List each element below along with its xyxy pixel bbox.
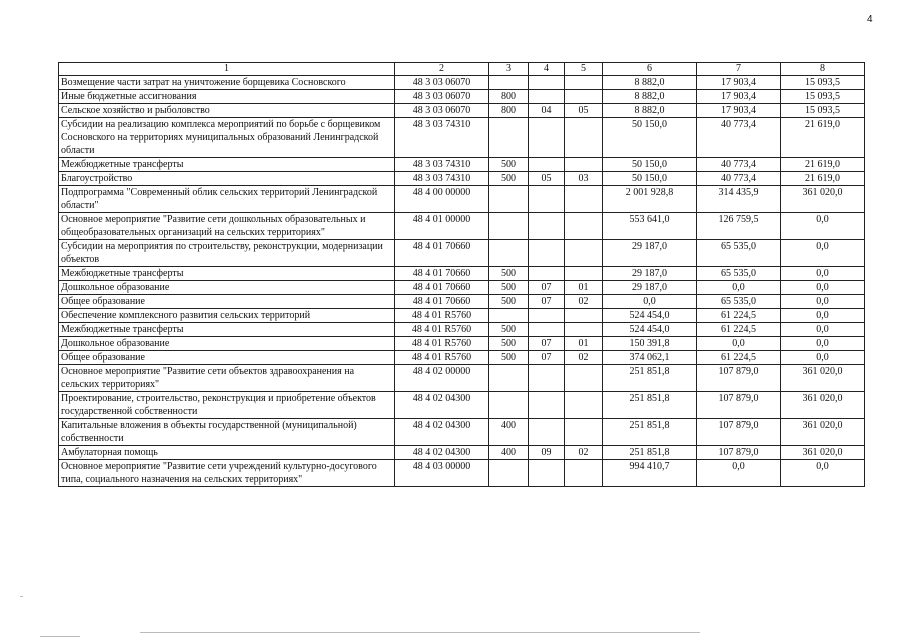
- row-value-7: 107 879,0: [697, 365, 781, 392]
- row-value-8: 361 020,0: [781, 419, 865, 446]
- row-col5: 01: [565, 281, 603, 295]
- row-col5: [565, 419, 603, 446]
- row-value-8: 0,0: [781, 213, 865, 240]
- table-row: [59, 118, 865, 158]
- row-name: Межбюджетные трансферты: [59, 158, 395, 172]
- row-code: 48 3 03 06070: [395, 76, 489, 90]
- row-value-7: 40 773,4: [697, 172, 781, 186]
- row-col4: 07: [529, 337, 565, 351]
- column-header-8: 8: [781, 63, 865, 76]
- table-row: [59, 351, 865, 365]
- row-value-6: 29 187,0: [603, 267, 697, 281]
- table-row: [59, 76, 865, 90]
- row-value-7: 107 879,0: [697, 446, 781, 460]
- row-col3: [489, 365, 529, 392]
- row-col5: [565, 267, 603, 281]
- table-row: [59, 392, 865, 419]
- row-value-8: 0,0: [781, 337, 865, 351]
- row-value-7: 107 879,0: [697, 392, 781, 419]
- row-value-6: 251 851,8: [603, 446, 697, 460]
- table-row: [59, 446, 865, 460]
- table-row: [59, 186, 865, 213]
- row-code: 48 4 01 70660: [395, 240, 489, 267]
- row-col3: 500: [489, 337, 529, 351]
- row-value-8: 0,0: [781, 240, 865, 267]
- row-col3: 500: [489, 351, 529, 365]
- row-col4: [529, 309, 565, 323]
- row-value-6: 8 882,0: [603, 104, 697, 118]
- row-col5: [565, 90, 603, 104]
- row-value-7: 0,0: [697, 337, 781, 351]
- row-code: 48 4 01 70660: [395, 267, 489, 281]
- row-col4: 07: [529, 281, 565, 295]
- row-col3: [489, 213, 529, 240]
- row-col5: [565, 158, 603, 172]
- row-value-6: 374 062,1: [603, 351, 697, 365]
- row-value-7: 61 224,5: [697, 323, 781, 337]
- row-col4: [529, 323, 565, 337]
- row-code: 48 4 02 04300: [395, 419, 489, 446]
- row-value-7: 61 224,5: [697, 351, 781, 365]
- row-col4: [529, 118, 565, 158]
- row-value-7: 40 773,4: [697, 158, 781, 172]
- row-value-7: 17 903,4: [697, 76, 781, 90]
- row-value-8: 0,0: [781, 267, 865, 281]
- row-col5: 02: [565, 446, 603, 460]
- row-name: Общее образование: [59, 295, 395, 309]
- row-value-8: 361 020,0: [781, 186, 865, 213]
- table-row: [59, 365, 865, 392]
- row-name: Капитальные вложения в объекты государственной (муниципальной) собственности: [59, 419, 395, 446]
- row-col5: [565, 309, 603, 323]
- row-value-8: 0,0: [781, 295, 865, 309]
- row-col5: [565, 213, 603, 240]
- row-value-6: 251 851,8: [603, 365, 697, 392]
- table-row: [59, 90, 865, 104]
- row-col4: [529, 213, 565, 240]
- row-name: Возмещение части затрат на уничтожение борщевика Сосновского: [59, 76, 395, 90]
- row-code: 48 4 00 00000: [395, 186, 489, 213]
- row-code: 48 3 03 74310: [395, 118, 489, 158]
- scan-dot: [20, 596, 23, 597]
- column-header-4: 4: [529, 63, 565, 76]
- row-col4: 07: [529, 351, 565, 365]
- header-row: [59, 63, 865, 76]
- row-col5: [565, 323, 603, 337]
- row-name: Субсидии на реализацию комплекса мероприятий по борьбе с борщевиком Сосновского на территориях муниципальных образований Ленинградской области: [59, 118, 395, 158]
- row-col5: [565, 460, 603, 487]
- table-row: [59, 213, 865, 240]
- row-name: Межбюджетные трансферты: [59, 323, 395, 337]
- row-col4: [529, 90, 565, 104]
- row-value-8: 361 020,0: [781, 365, 865, 392]
- column-header-5: 5: [565, 63, 603, 76]
- table-row: [59, 295, 865, 309]
- row-value-6: 29 187,0: [603, 281, 697, 295]
- row-col4: [529, 186, 565, 213]
- row-code: 48 3 03 74310: [395, 158, 489, 172]
- row-col4: [529, 240, 565, 267]
- row-code: 48 4 01 R5760: [395, 323, 489, 337]
- row-value-6: 524 454,0: [603, 323, 697, 337]
- row-value-8: 361 020,0: [781, 446, 865, 460]
- row-code: 48 3 03 74310: [395, 172, 489, 186]
- row-col4: [529, 460, 565, 487]
- row-value-8: 0,0: [781, 309, 865, 323]
- row-code: 48 4 02 04300: [395, 392, 489, 419]
- row-value-6: 251 851,8: [603, 419, 697, 446]
- row-name: Субсидии на мероприятия по строительству, реконструкции, модернизации объектов: [59, 240, 395, 267]
- row-value-7: 40 773,4: [697, 118, 781, 158]
- row-value-6: 150 391,8: [603, 337, 697, 351]
- row-value-6: 50 150,0: [603, 158, 697, 172]
- row-value-7: 126 759,5: [697, 213, 781, 240]
- row-value-7: 65 535,0: [697, 295, 781, 309]
- row-col4: [529, 392, 565, 419]
- row-name: Основное мероприятие "Развитие сети объектов здравоохранения на сельских территориях": [59, 365, 395, 392]
- table-row: [59, 158, 865, 172]
- row-value-8: 21 619,0: [781, 172, 865, 186]
- table-row: [59, 240, 865, 267]
- row-value-8: 21 619,0: [781, 158, 865, 172]
- row-value-6: 8 882,0: [603, 76, 697, 90]
- row-name: Межбюджетные трансферты: [59, 267, 395, 281]
- row-code: 48 4 01 00000: [395, 213, 489, 240]
- row-name: Дошкольное образование: [59, 337, 395, 351]
- row-col5: [565, 118, 603, 158]
- table-row: [59, 460, 865, 487]
- row-name: Подпрограмма "Современный облик сельских территорий Ленинградской области": [59, 186, 395, 213]
- row-col5: [565, 186, 603, 213]
- row-col3: 500: [489, 172, 529, 186]
- row-col3: [489, 76, 529, 90]
- column-header-3: 3: [489, 63, 529, 76]
- row-col5: 02: [565, 351, 603, 365]
- row-value-8: 15 093,5: [781, 76, 865, 90]
- page-number: 4: [867, 14, 873, 25]
- row-value-6: 251 851,8: [603, 392, 697, 419]
- row-col3: [489, 309, 529, 323]
- row-code: 48 3 03 06070: [395, 104, 489, 118]
- row-code: 48 4 01 70660: [395, 295, 489, 309]
- row-value-6: 8 882,0: [603, 90, 697, 104]
- row-value-7: 65 535,0: [697, 240, 781, 267]
- row-col5: [565, 76, 603, 90]
- row-name: Иные бюджетные ассигнования: [59, 90, 395, 104]
- table-body: [59, 76, 865, 487]
- row-name: Дошкольное образование: [59, 281, 395, 295]
- row-code: 48 4 01 R5760: [395, 309, 489, 323]
- row-name: Общее образование: [59, 351, 395, 365]
- row-code: 48 4 02 04300: [395, 446, 489, 460]
- row-col3: [489, 186, 529, 213]
- row-col3: 800: [489, 104, 529, 118]
- row-value-6: 994 410,7: [603, 460, 697, 487]
- row-code: 48 4 01 R5760: [395, 351, 489, 365]
- row-col3: 500: [489, 323, 529, 337]
- column-header-7: 7: [697, 63, 781, 76]
- row-col5: 03: [565, 172, 603, 186]
- table-row: [59, 281, 865, 295]
- row-col4: [529, 158, 565, 172]
- row-col3: [489, 460, 529, 487]
- row-name: Проектирование, строительство, реконструкция и приобретение объектов государственной собственности: [59, 392, 395, 419]
- row-col3: [489, 392, 529, 419]
- row-col4: 05: [529, 172, 565, 186]
- row-col5: 02: [565, 295, 603, 309]
- row-value-7: 107 879,0: [697, 419, 781, 446]
- row-value-8: 0,0: [781, 460, 865, 487]
- row-col4: 04: [529, 104, 565, 118]
- row-name: Основное мероприятие "Развитие сети дошкольных образовательных и общеобразовательных организаций на сельских территориях": [59, 213, 395, 240]
- table-row: [59, 104, 865, 118]
- row-value-8: 361 020,0: [781, 392, 865, 419]
- scan-line: [140, 632, 700, 633]
- row-name: Сельское хозяйство и рыболовство: [59, 104, 395, 118]
- column-header-1: 1: [59, 63, 395, 76]
- row-col3: 800: [489, 90, 529, 104]
- row-value-6: 524 454,0: [603, 309, 697, 323]
- row-col3: 500: [489, 281, 529, 295]
- row-col4: [529, 76, 565, 90]
- table-row: [59, 323, 865, 337]
- row-col5: 05: [565, 104, 603, 118]
- row-value-8: 21 619,0: [781, 118, 865, 158]
- row-name: Обеспечение комплексного развития сельских территорий: [59, 309, 395, 323]
- row-col5: [565, 240, 603, 267]
- row-value-8: 15 093,5: [781, 90, 865, 104]
- row-col5: [565, 365, 603, 392]
- row-col4: 07: [529, 295, 565, 309]
- row-value-6: 0,0: [603, 295, 697, 309]
- row-col4: [529, 419, 565, 446]
- row-value-8: 0,0: [781, 351, 865, 365]
- row-name: Основное мероприятие "Развитие сети учреждений культурно-досугового типа, социального назначения на сельских территориях": [59, 460, 395, 487]
- row-col3: 500: [489, 267, 529, 281]
- row-code: 48 4 03 00000: [395, 460, 489, 487]
- row-value-8: 0,0: [781, 281, 865, 295]
- row-col5: [565, 392, 603, 419]
- budget-table: [58, 62, 865, 487]
- table-row: [59, 172, 865, 186]
- row-col3: 500: [489, 295, 529, 309]
- column-header-6: 6: [603, 63, 697, 76]
- row-name: Амбулаторная помощь: [59, 446, 395, 460]
- row-value-6: 50 150,0: [603, 118, 697, 158]
- row-col4: [529, 267, 565, 281]
- row-code: 48 3 03 06070: [395, 90, 489, 104]
- row-col3: 500: [489, 158, 529, 172]
- row-value-6: 553 641,0: [603, 213, 697, 240]
- scan-line: [40, 636, 80, 637]
- table-row: [59, 309, 865, 323]
- row-col3: 400: [489, 446, 529, 460]
- row-value-7: 17 903,4: [697, 90, 781, 104]
- table-row: [59, 419, 865, 446]
- row-value-7: 61 224,5: [697, 309, 781, 323]
- row-col4: 09: [529, 446, 565, 460]
- row-code: 48 4 02 00000: [395, 365, 489, 392]
- row-value-6: 50 150,0: [603, 172, 697, 186]
- row-col5: 01: [565, 337, 603, 351]
- row-value-7: 17 903,4: [697, 104, 781, 118]
- row-col3: 400: [489, 419, 529, 446]
- row-value-8: 15 093,5: [781, 104, 865, 118]
- row-code: 48 4 01 R5760: [395, 337, 489, 351]
- row-value-7: 0,0: [697, 281, 781, 295]
- row-col3: [489, 240, 529, 267]
- row-value-6: 29 187,0: [603, 240, 697, 267]
- row-value-6: 2 001 928,8: [603, 186, 697, 213]
- table-row: [59, 267, 865, 281]
- row-code: 48 4 01 70660: [395, 281, 489, 295]
- row-value-7: 0,0: [697, 460, 781, 487]
- column-header-2: 2: [395, 63, 489, 76]
- row-value-8: 0,0: [781, 323, 865, 337]
- row-value-7: 65 535,0: [697, 267, 781, 281]
- row-name: Благоустройство: [59, 172, 395, 186]
- row-value-7: 314 435,9: [697, 186, 781, 213]
- row-col3: [489, 118, 529, 158]
- table-row: [59, 337, 865, 351]
- row-col4: [529, 365, 565, 392]
